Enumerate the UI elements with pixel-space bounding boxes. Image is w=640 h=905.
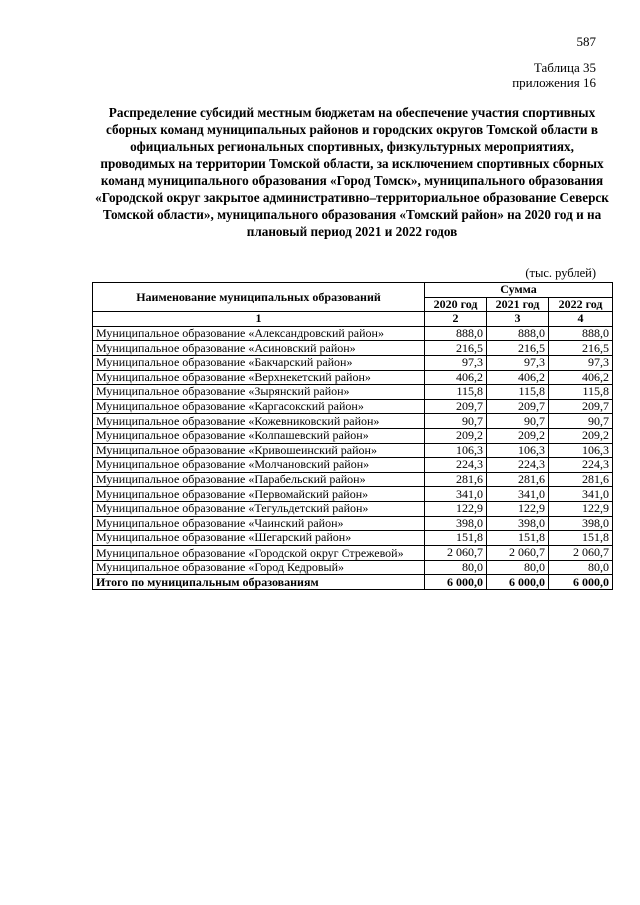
- value-2022: 106,3: [549, 443, 613, 458]
- value-2021: 122,9: [487, 501, 549, 516]
- value-2021: 2 060,7: [487, 545, 549, 560]
- header-year-2020: 2020 год: [425, 297, 487, 312]
- units-label: (тыс. рублей): [525, 266, 596, 280]
- value-2020: 97,3: [425, 355, 487, 370]
- page-number: 587: [576, 34, 596, 49]
- value-2020: 106,3: [425, 443, 487, 458]
- municipality-name: Муниципальное образование «Кривошеинский район»: [93, 443, 425, 458]
- municipality-name: Муниципальное образование «Зырянский район»: [93, 385, 425, 400]
- value-2022: 115,8: [549, 385, 613, 400]
- municipality-name: Муниципальное образование «Каргасокский район»: [93, 399, 425, 414]
- value-2020: 80,0: [425, 560, 487, 575]
- table-row: [93, 560, 613, 575]
- value-2020: 406,2: [425, 370, 487, 385]
- value-2020: 151,8: [425, 531, 487, 546]
- value-2021: 97,3: [487, 355, 549, 370]
- table-ref-line2: приложения 16: [512, 75, 596, 90]
- municipality-name: Муниципальное образование «Парабельский район»: [93, 472, 425, 487]
- index-cell: 3: [487, 312, 549, 327]
- total-label: Итого по муниципальным образованиям: [93, 575, 425, 590]
- table-row: [93, 428, 613, 443]
- municipality-name: Муниципальное образование «Асиновский район»: [93, 341, 425, 356]
- table-row: [93, 501, 613, 516]
- header-year-2022: 2022 год: [549, 297, 613, 312]
- table-body: [93, 312, 613, 590]
- table-row: [93, 487, 613, 502]
- value-2022: 216,5: [549, 341, 613, 356]
- table-row: [93, 458, 613, 473]
- subsidy-table: [92, 282, 613, 590]
- municipality-name: Муниципальное образование «Чаинский район»: [93, 516, 425, 531]
- value-2020: 341,0: [425, 487, 487, 502]
- value-2020: 2 060,7: [425, 545, 487, 560]
- municipality-name: Муниципальное образование «Александровский район»: [93, 326, 425, 341]
- total-2020: 6 000,0: [425, 575, 487, 590]
- municipality-name: Муниципальное образование «Первомайский район»: [93, 487, 425, 502]
- value-2021: 209,2: [487, 428, 549, 443]
- value-2022: 224,3: [549, 458, 613, 473]
- table-row: [93, 385, 613, 400]
- total-row: [93, 575, 613, 590]
- value-2021: 398,0: [487, 516, 549, 531]
- table-row: [93, 545, 613, 560]
- table-row: [93, 531, 613, 546]
- value-2022: 2 060,7: [549, 545, 613, 560]
- value-2022: 281,6: [549, 472, 613, 487]
- value-2020: 209,7: [425, 399, 487, 414]
- value-2022: 209,2: [549, 428, 613, 443]
- value-2022: 90,7: [549, 414, 613, 429]
- table-row: [93, 443, 613, 458]
- value-2021: 106,3: [487, 443, 549, 458]
- header-year-2021: 2021 год: [487, 297, 549, 312]
- header-name: Наименование муниципальных образований: [93, 283, 425, 312]
- municipality-name: Муниципальное образование «Молчановский район»: [93, 458, 425, 473]
- value-2020: 115,8: [425, 385, 487, 400]
- value-2022: 97,3: [549, 355, 613, 370]
- total-2021: 6 000,0: [487, 575, 549, 590]
- municipality-name: Муниципальное образование «Город Кедровый»: [93, 560, 425, 575]
- value-2020: 122,9: [425, 501, 487, 516]
- table-row: [93, 399, 613, 414]
- value-2021: 341,0: [487, 487, 549, 502]
- table-row: [93, 355, 613, 370]
- value-2020: 398,0: [425, 516, 487, 531]
- table-row: [93, 370, 613, 385]
- index-cell: 4: [549, 312, 613, 327]
- table-row: [93, 414, 613, 429]
- value-2021: 224,3: [487, 458, 549, 473]
- value-2022: 398,0: [549, 516, 613, 531]
- municipality-name: Муниципальное образование «Городской округ Стрежевой»: [93, 545, 425, 560]
- index-row: [93, 312, 613, 327]
- municipality-name: Муниципальное образование «Кожевниковский район»: [93, 414, 425, 429]
- value-2020: 224,3: [425, 458, 487, 473]
- table-reference: [512, 60, 596, 90]
- value-2021: 80,0: [487, 560, 549, 575]
- value-2020: 281,6: [425, 472, 487, 487]
- municipality-name: Муниципальное образование «Шегарский район»: [93, 531, 425, 546]
- municipality-name: Муниципальное образование «Бакчарский район»: [93, 355, 425, 370]
- value-2020: 209,2: [425, 428, 487, 443]
- document-title: Распределение субсидий местным бюджетам на обеспечение участия спортивных сборных команд муниципальных районов и городских округов Томской области в официальных региональных спортивных, физкультурных мероприятиях, проводимых на территории Томской области, за исключением спортивных сборных команд муниципального образования «Город Томск», муниципального образования «Городской округ закрытое административно–территориальное образование Северск Томской области», муниципального образования «Томский район» на 2020 год и на плановый период 2021 и 2022 годов: [95, 105, 609, 239]
- municipality-name: Муниципальное образование «Верхнекетский район»: [93, 370, 425, 385]
- value-2021: 406,2: [487, 370, 549, 385]
- value-2020: 888,0: [425, 326, 487, 341]
- value-2022: 341,0: [549, 487, 613, 502]
- index-cell: 1: [93, 312, 425, 327]
- value-2021: 209,7: [487, 399, 549, 414]
- value-2022: 151,8: [549, 531, 613, 546]
- value-2022: 122,9: [549, 501, 613, 516]
- index-cell: 2: [425, 312, 487, 327]
- table-row: [93, 341, 613, 356]
- value-2021: 216,5: [487, 341, 549, 356]
- header-sum: Сумма: [425, 283, 613, 298]
- value-2021: 281,6: [487, 472, 549, 487]
- value-2021: 888,0: [487, 326, 549, 341]
- value-2020: 216,5: [425, 341, 487, 356]
- value-2021: 90,7: [487, 414, 549, 429]
- value-2020: 90,7: [425, 414, 487, 429]
- value-2022: 406,2: [549, 370, 613, 385]
- municipality-name: Муниципальное образование «Тегульдетский район»: [93, 501, 425, 516]
- value-2022: 888,0: [549, 326, 613, 341]
- municipality-name: Муниципальное образование «Колпашевский район»: [93, 428, 425, 443]
- table-row: [93, 326, 613, 341]
- table-ref-line1: Таблица 35: [533, 60, 596, 75]
- value-2021: 115,8: [487, 385, 549, 400]
- value-2021: 151,8: [487, 531, 549, 546]
- table-row: [93, 516, 613, 531]
- value-2022: 209,7: [549, 399, 613, 414]
- total-2022: 6 000,0: [549, 575, 613, 590]
- table-row: [93, 472, 613, 487]
- value-2022: 80,0: [549, 560, 613, 575]
